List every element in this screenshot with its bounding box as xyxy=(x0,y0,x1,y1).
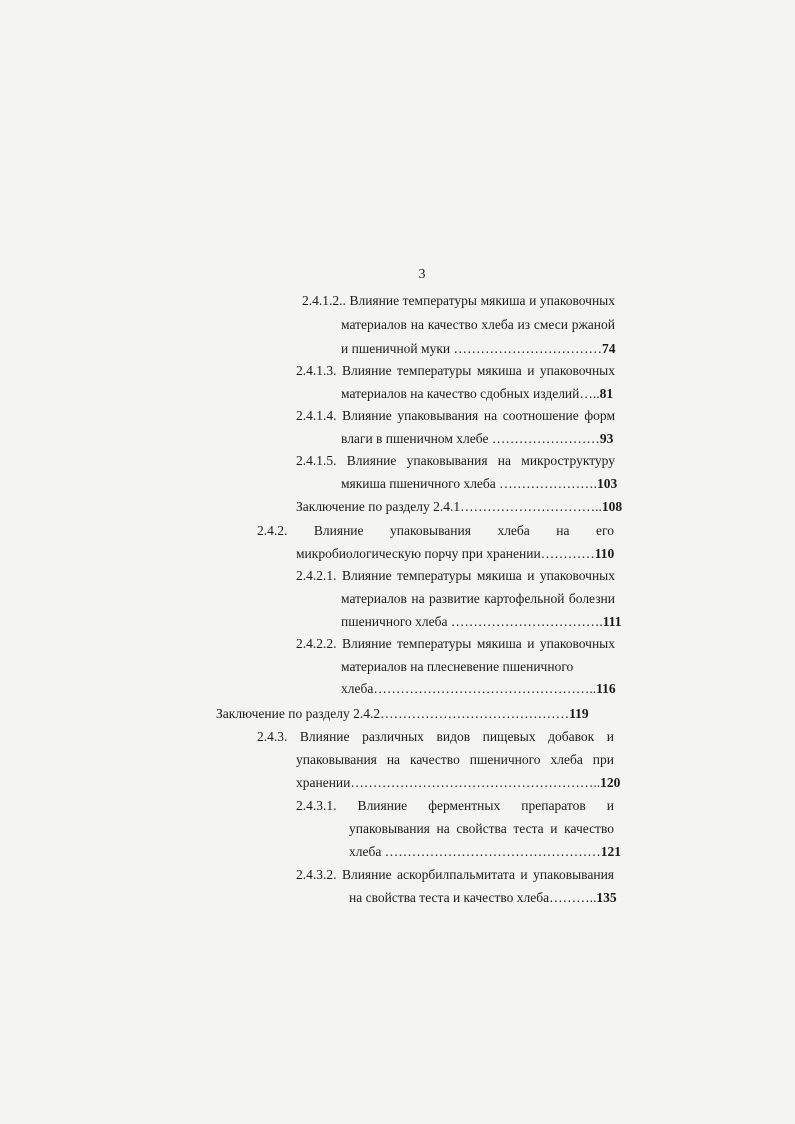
toc-leader-dots: ……….. xyxy=(549,890,597,905)
toc-leader-dots: ……………………………. xyxy=(450,614,603,629)
toc-text: материалов на качество сдобных изделий xyxy=(341,386,580,401)
toc-page-number: 116 xyxy=(596,681,616,696)
page-number: 3 xyxy=(418,267,426,282)
toc-text: на свойства теста и качество хлеба xyxy=(349,890,550,905)
toc-page-number: 81 xyxy=(599,386,614,401)
toc-line xyxy=(341,678,616,700)
toc-line: 2.4.2.2. Влияние температуры мякиша и упаковочных xyxy=(296,636,615,651)
toc-text: хранении xyxy=(296,775,351,790)
toc-line: 2.4.1.2.. Влияние температуры мякиша и упаковочных xyxy=(302,293,615,308)
toc-line xyxy=(349,887,617,909)
toc-line xyxy=(341,611,622,633)
toc-page-number: 110 xyxy=(594,546,615,561)
toc-line xyxy=(341,338,615,360)
toc-text: и пшеничной муки xyxy=(341,341,454,356)
toc-page-number: 120 xyxy=(600,775,621,790)
toc-text: Заключение по разделу 2.4.2 xyxy=(216,706,381,721)
toc-page-number: 93 xyxy=(599,431,614,446)
toc-leader-dots: ….. xyxy=(579,386,600,401)
toc-leader-dots: ………………………………………… xyxy=(384,844,601,859)
toc-line: материалов на развитие картофельной болезни xyxy=(341,591,615,606)
toc-leader-dots: ………………………….. xyxy=(460,499,602,514)
toc-line xyxy=(341,428,613,450)
toc-line: 2.4.3.2. Влияние аскорбилпальмитата и упаковывания xyxy=(296,867,614,882)
toc-leader-dots: ………………………………………….. xyxy=(373,681,597,696)
toc-line: материалов на качество хлеба из смеси ржаной xyxy=(341,317,615,332)
toc-page-number: 111 xyxy=(602,614,622,629)
toc-text: мякиша пшеничного хлеба xyxy=(341,476,500,491)
toc-text: хлеба xyxy=(349,844,385,859)
toc-page-number: 103 xyxy=(597,476,618,491)
toc-line: 2.4.1.5. Влияние упаковывания на микроструктуру xyxy=(296,453,615,468)
toc-page-number: 108 xyxy=(601,499,623,514)
toc-leader-dots: …………………………………… xyxy=(380,706,570,721)
toc-leader-dots: …………………………… xyxy=(453,341,602,356)
toc-line xyxy=(296,543,614,565)
toc-line xyxy=(341,473,617,495)
toc-line: 2.4.2. Влияние упаковывания хлеба на его xyxy=(257,523,614,538)
toc-line xyxy=(341,383,613,405)
toc-line: материалов на плесневение пшеничного xyxy=(341,659,574,674)
toc-text: пшеничного хлеба xyxy=(341,614,451,629)
toc-line: упаковывания на качество пшеничного хлеба при xyxy=(296,752,614,767)
toc-text: Заключение по разделу 2.4.1 xyxy=(296,499,461,514)
toc-line xyxy=(296,496,622,518)
toc-line: 2.4.2.1. Влияние температуры мякиша и упаковочных xyxy=(296,568,615,583)
toc-line: 2.4.1.4. Влияние упаковывания на соотношение форм xyxy=(296,408,615,423)
toc-leader-dots: …………………. xyxy=(499,476,598,491)
toc-line: 2.4.1.3. Влияние температуры мякиша и упаковочных xyxy=(296,363,615,378)
toc-page-number: 121 xyxy=(600,844,621,859)
toc-line: 2.4.3.1. Влияние ферментных препаратов и xyxy=(296,798,614,813)
toc-text: влаги в пшеничном хлебе xyxy=(341,431,492,446)
toc-leader-dots: ………… xyxy=(540,546,595,561)
toc-page-number: 74 xyxy=(601,341,616,356)
toc-line: упаковывания на свойства теста и качество xyxy=(349,821,614,836)
toc-page-number: 135 xyxy=(596,890,617,905)
toc-leader-dots: ……………………………………………….. xyxy=(350,775,601,790)
toc-text: микробиологическую порчу при хранении xyxy=(296,546,541,561)
toc-line xyxy=(216,703,589,725)
toc-line xyxy=(296,772,620,794)
toc-line xyxy=(349,841,621,863)
toc-line: 2.4.3. Влияние различных видов пищевых добавок и xyxy=(257,729,614,744)
toc-page-number: 119 xyxy=(569,706,589,721)
toc-text: хлеба xyxy=(341,681,374,696)
toc-leader-dots: …………………… xyxy=(491,431,600,446)
